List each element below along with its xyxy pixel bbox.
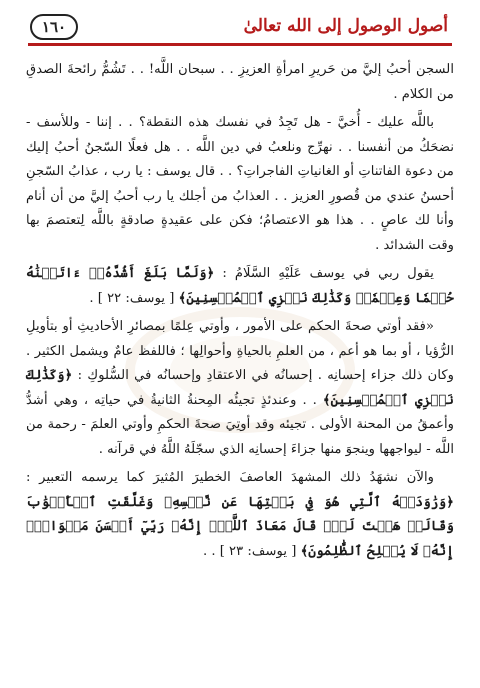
paragraph-text: باللَّه عليك - أُخيَّ - هل تَجِدُ في نفسك هذه النقطة؟ . . إننا - وللأسف - نضحَكُ من أنفسنا . . نهرِّج ونلعبُ في دين اللَّه . . هل فعلًا السّجنُ أحبُ إليك من دعوة الفاتناتِ أو الغانياتِ الفاجراتِ؟ . . قال يوسف : يا رب ، عذابُ السّجنِ أحسنُ عندي من قُصورِ العزيز . . العذابُ من أجلك يا رب أحبُ إليَّ من أن أنام وأنا لك عاصٍ . . هذا هو الاعتصامُ؛ فكن على عقيدةٍ صادقةٍ باللَّه لِتعتصمَ بها وقت الشدائد . — [26, 115, 454, 253]
paragraph-text: والآن نشهَدُ ذلك المشهدَ العاصفَ الخطيرَ المُثيرَ كما يرسمه التعبير : — [26, 470, 434, 485]
verse-reference: [ يوسف: ٢٢ ] . — [89, 290, 175, 306]
paragraph-1 — [26, 58, 454, 107]
quran-verse: ﴿وَرَٰوَدَتۡهُ ٱلَّتِي هُوَ فِي بَيۡتِهَا عَن نَّفۡسِهِۦ وَغَلَّقَتِ ٱلۡأَبۡوَٰبَ وَقَالَتۡ هَيۡتَ لَكَۚ قَالَ مَعَاذَ ٱللَّهِۖ إِنَّهُۥ رَبِّيٓ أَحۡسَنَ مَثۡوَايَۖ إِنَّهُۥ لَا يُفۡلِحُ ٱلظَّٰلِمُونَ﴾ — [26, 494, 454, 559]
header-rule — [28, 43, 452, 46]
running-title: أصول الوصول إلى الله تعالىٰ — [243, 16, 448, 36]
paragraph-text-after: . . وعندئذٍ تجيئُه المِحنةُ الثانيةُ في حياتِه ، وهي أشدُّ وأعمقُ من المحنة الأولى . تجيئه وقد أوتِيَ صحةَ الحكمِ وأوتي العلمَ - رحمة من اللَّه - ليواجهها وينجوَ منها جزاءَ إحسانِه الذي سجّلَهُ اللَّهُ في قرآنه . — [26, 392, 454, 457]
quran-verse: ﴿وَلَمَّا بَلَغَ أَشُدَّهُۥٓ ءَاتَيۡنَٰهُ حُكۡمٗا وَعِلۡمٗاۚ وَكَذَٰلِكَ نَجۡزِي ٱلۡمُحۡسِنِينَ﴾ — [26, 266, 454, 306]
paragraph-text: «فقد أوتي صحةَ الحكم على الأمور ، وأوتي عِلمًا بمصائرِ الأحاديثِ أو بتأويلِ الرُّؤيا ، أو بما هو أعم ، من العلمِ بالحياةِ وأحوالِها ؛ فاللفظ عامٌ ويشمل الكثير . وكان ذلك جزاء إحسانِه . إحسانُه في الاعتقادِ وإحسانُه في السُّلوكِ : — [26, 319, 454, 383]
paragraph-text: يقول ربي في يوسف عَلَيْهِ السَّلَامُ : — [222, 266, 434, 281]
page-body — [26, 58, 454, 668]
paragraph-2 — [26, 111, 454, 258]
paragraph-text: السجن أحبُ إليَّ من حَريرِ امرأةِ العزيزِ . . سبحان اللَّه! . . تَشُمُّ رائحةَ الصدقِ من الكلام . — [26, 62, 454, 102]
paragraph-3 — [26, 262, 454, 311]
quran-verse: ﴿وَكَذَٰلِكَ نَجۡزِي ٱلۡمُحۡسِنِينَ﴾ — [26, 368, 454, 408]
verse-reference: [ يوسف: ٢٣ ] . . — [202, 543, 297, 559]
page-header — [28, 14, 452, 48]
page-number-badge: ١٦٠ — [30, 14, 78, 40]
paragraph-4 — [26, 315, 454, 462]
paragraph-5 — [26, 466, 454, 564]
